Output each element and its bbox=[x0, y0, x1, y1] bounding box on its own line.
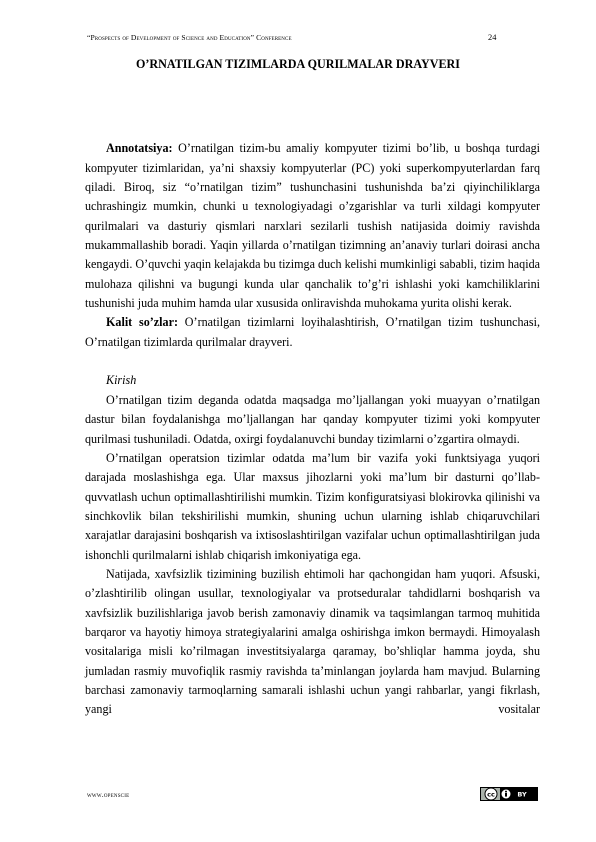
cc-license-icon bbox=[480, 787, 538, 801]
keywords-label: Kalit so’zlar: bbox=[106, 315, 178, 330]
svg-text:cc: cc bbox=[487, 790, 495, 799]
license-badge-text: BY bbox=[517, 790, 527, 799]
keywords-text: O’rnatilgan tizimlarni loyihalashtirish, O’rnatilgan tizim tushunchasi, O’rnatilgan tizimlarda qurilmalar drayveri. bbox=[85, 315, 540, 349]
footer-site: www.openscie bbox=[87, 790, 130, 799]
abstract-text: O’rnatilgan tizim-bu amaliy kompyuter tizimi bo’lib, u boshqa turdagi kompyuter tizimlaridan, ya’ni shaxsiy kompyuterlar (PC) yoki superkompyuterlardan farq qiladi. Biroq, siz “o’rnatilgan tizim” tushunchasini tushunishda ba’zi qiyinchiliklarga uchrashingiz mumkin, chunki u texnologiyadagi o’zgarishlar va turli xildagi kompyuter qurilmalari va dasturiy qismlari narxlari sezilarli tushish natijasida doimiy ravishda mukammallashib boradi. Yaqin yillarda o’rnatilgan tizimning an’anaviy turlari doirasi ancha kengaydi. O’quvchi yaqin kelajakda bu tizimga duch kelishi mumkinligi sababli, tizim haqida mulohaza qilishni va bugungi kunda ular qanchalik to’g’ri ishlashi yoki kamchiliklarini tushunishi juda muhim hamda ular xususida onliravishda muhokama yurita olishi kerak. bbox=[85, 141, 540, 311]
body-paragraph-1: O’rnatilgan tizim deganda odatda maqsadga mo’ljallangan yoki muayyan o’rnatilgan dastur bilan foydalanishga mo’ljallangan har qanday kompyuter tizimi yoki kompyuter qurilmasi tushuniladi. Odatda, oxirgi foydalanuvchi bunday tizimlarni o’zgartira olmaydi. bbox=[85, 392, 540, 446]
page-number: 24 bbox=[488, 33, 497, 42]
keywords-paragraph bbox=[85, 313, 540, 352]
paper-body bbox=[85, 120, 540, 720]
body-paragraph-3: Natijada, xavfsizlik tizimining buzilish ehtimoli har qachongidan ham yuqori. Afsuski, o’zlashtirilib olingan usullar, texnologiyalar va protseduralar tahdidlarni boshqarish va xavfsizlik buzilishlariga javob berish zamonaviy dinamik va taqsimlangan tarmoq muhitida barqaror va hayotiy himoya strategiyalarini amalga oshirishga imkon bermaydi. Himoyalash vositalariga misli ko’rilmagan investitsiyalarga qaramay, bo’shliqlar hamma joyda, shu jumladan rasmiy muvofiqlik rasmiy ravishda ta’minlangan joylarda ham mavjud. Bularning barchasi zamonaviy tarmoqlarning samarali ishlashi uchun yangi rahbarlar, yangi fikrlash, yangi vositalar bbox=[85, 566, 540, 717]
abstract-label: Annotatsiya: bbox=[106, 141, 173, 156]
paper-title: O’RNATILGAN TIZIMLARDA QURILMALAR DRAYVERI bbox=[136, 57, 460, 71]
running-header: “Prospects of Development of Science and Education” Conference bbox=[87, 33, 292, 42]
body-paragraph-2: O’rnatilgan operatsion tizimlar odatda ma’lum bir vazifa yoki funktsiyaga yuqori darajada moslashishga ega. Ular maxsus jihozlarni yoki ma’lum bir dasturni qo’llab-quvvatlash uchun optimallashtirilishi mumkin. Tizim konfiguratsiyasi blokirovka qilinishi va sinchkovlik bilan tekshirilishi mumkin, shuning uchun ularning ishlab chiqaruvchilari xarajatlar darajasini boshqarish va ixtisoslashtirilgan vazifalar uchun optimallashtirilgan juda ishonchli qurilmalarni ishlab chiqarish imkoniyatiga ega. bbox=[85, 450, 540, 562]
abstract-paragraph bbox=[85, 139, 540, 313]
intro-heading: Kirish bbox=[106, 373, 137, 388]
